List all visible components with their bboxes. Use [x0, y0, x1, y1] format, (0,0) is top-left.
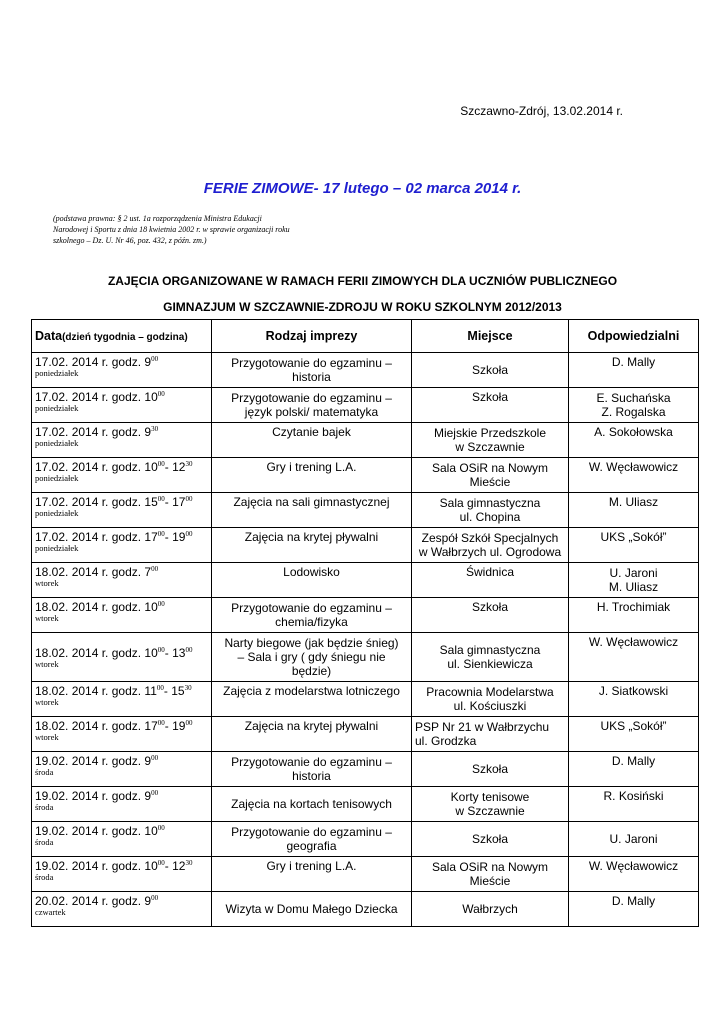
time-minutes: 00: [157, 719, 165, 727]
cell-event: [212, 563, 412, 598]
time-end-minutes: 00: [185, 530, 193, 538]
time-minutes: 00: [157, 495, 165, 503]
date-time: [35, 600, 208, 614]
cell-date: [32, 892, 212, 927]
cell-event-line: Przygotowanie do egzaminu –: [231, 391, 392, 405]
cell-date: [32, 633, 212, 682]
cell-place: [412, 563, 569, 598]
cell-place-line: Miejskie Przedszkole: [433, 426, 547, 440]
time-minutes: 00: [157, 530, 165, 538]
cell-event: [212, 388, 412, 423]
cell-event: [212, 857, 412, 892]
cell-event-line: Zajęcia z modelarstwa lotniczego: [223, 684, 400, 698]
table-row: [32, 493, 699, 528]
cell-event-line: Lodowisko: [283, 565, 340, 579]
time-end: - 19: [164, 530, 186, 544]
cell-responsible-line: A. Sokołowska: [594, 425, 673, 439]
cell-place: [412, 493, 569, 528]
cell-responsible: [569, 423, 699, 458]
cell-event-line: Zajęcia na sali gimnastycznej: [233, 495, 390, 509]
cell-event: [212, 717, 412, 752]
date-text: 18.02. 2014 r. godz. 7: [35, 565, 152, 579]
cell-place-line: Szkoła: [471, 832, 509, 846]
cell-responsible-line: D. Mally: [611, 754, 656, 768]
cell-place: [412, 857, 569, 892]
cell-responsible: [569, 598, 699, 633]
cell-date: [32, 598, 212, 633]
cell-place-line: Zespół Szkół Specjalnych: [421, 531, 559, 545]
table-row: [32, 787, 699, 822]
date-time: [35, 859, 208, 873]
weekday: wtorek: [35, 658, 59, 669]
cell-responsible-line: H. Trochimiak: [596, 600, 671, 614]
cell-place-line: Mieście: [469, 475, 511, 489]
cell-event-line: Czytanie bajek: [272, 425, 351, 439]
weekday: środa: [35, 802, 54, 812]
cell-event-line: Gry i trening L.A.: [266, 859, 357, 873]
legal-line: Narodowej i Sportu z dnia 18 kwietnia 2002 r. w sprawie organizacji roku: [53, 225, 290, 234]
time-end-minutes: 00: [185, 645, 193, 654]
cell-date: [32, 717, 212, 752]
time-end: - 17: [164, 495, 186, 509]
date-text: 18.02. 2014 r. godz. 10: [35, 645, 158, 660]
date-text: 18.02. 2014 r. godz. 17: [35, 719, 158, 733]
time-minutes: 00: [151, 894, 159, 902]
cell-responsible: [569, 787, 699, 822]
cell-responsible-line: UKS „Sokół”: [600, 719, 667, 733]
cell-place: [412, 388, 569, 423]
date-text: 17.02. 2014 r. godz. 10: [35, 390, 158, 404]
weekday: wtorek: [35, 613, 59, 623]
cell-event-line: Zajęcia na kortach tenisowych: [231, 797, 392, 811]
weekday: poniedziałek: [35, 508, 79, 518]
cell-event-line: Zajęcia na krytej pływalni: [244, 719, 379, 733]
legal-basis-note: [53, 213, 363, 246]
cell-date: [32, 388, 212, 423]
date-time: [35, 565, 208, 579]
cell-date: [32, 493, 212, 528]
table-row: [32, 563, 699, 598]
cell-responsible: [569, 892, 699, 927]
date-time: [35, 460, 208, 474]
cell-responsible: [569, 682, 699, 717]
cell-place-line: w Wałbrzych ul. Ogrodowa: [418, 545, 562, 559]
cell-event: [212, 598, 412, 633]
cell-event-line: Zajęcia na krytej pływalni: [244, 530, 379, 544]
cell-responsible-line: W. Węcławowicz: [588, 859, 679, 873]
cell-responsible-line: U. Jaroni: [609, 566, 658, 580]
date-time: [35, 390, 208, 404]
cell-event-line: Przygotowanie do egzaminu –: [231, 825, 392, 839]
date-text: 17.02. 2014 r. godz. 15: [35, 495, 158, 509]
cell-responsible-line: R. Kosiński: [603, 789, 664, 803]
cell-event: [212, 353, 412, 388]
date-time: [35, 646, 208, 660]
time-minutes: 00: [156, 684, 164, 692]
table-row: [32, 633, 699, 682]
table-header-row: [32, 320, 699, 353]
cell-event-line: język polski/ matematyka: [244, 405, 379, 419]
column-header-place: Miejsce: [412, 320, 569, 353]
document-date: Szczawno-Zdrój, 13.02.2014 r.: [460, 104, 623, 118]
cell-responsible-line: D. Mally: [611, 894, 656, 908]
cell-event: [212, 682, 412, 717]
cell-responsible-line: W. Węcławowicz: [588, 635, 679, 649]
cell-place-line: Szkoła: [471, 390, 509, 404]
date-header-sublabel: (dzień tygodnia – godzina): [62, 332, 188, 343]
date-time: [35, 425, 208, 439]
cell-event: [212, 458, 412, 493]
cell-event: [212, 528, 412, 563]
time-minutes: 00: [151, 565, 159, 573]
weekday: poniedziałek: [35, 403, 79, 413]
time-end: - 12: [164, 859, 186, 873]
cell-place-line: Sala OSiR na Nowym: [431, 860, 549, 874]
cell-place: [412, 717, 569, 752]
cell-date: [32, 423, 212, 458]
date-time: [35, 894, 208, 908]
weekday: środa: [35, 837, 54, 847]
time-end-minutes: 00: [185, 495, 193, 503]
cell-place-line: Mieście: [469, 874, 511, 888]
date-text: 19.02. 2014 r. godz. 10: [35, 859, 158, 873]
cell-place: [412, 752, 569, 787]
cell-place-line: Sala gimnastyczna: [439, 643, 541, 657]
cell-date: [32, 458, 212, 493]
weekday: poniedziałek: [35, 543, 79, 553]
cell-place-line: Pracownia Modelarstwa: [426, 685, 554, 699]
table-row: [32, 458, 699, 493]
cell-event-line: – Sala i gry ( gdy śniegu nie: [237, 650, 386, 664]
cell-event-line: będzie): [291, 664, 332, 678]
cell-place-line: w Szczawnie: [455, 804, 525, 818]
cell-event-line: chemia/fizyka: [275, 615, 348, 629]
time-end-minutes: 00: [185, 719, 193, 727]
time-end: - 19: [164, 719, 186, 733]
cell-place-line: Szkoła: [471, 363, 509, 377]
cell-date: [32, 528, 212, 563]
date-text: 18.02. 2014 r. godz. 11: [35, 684, 157, 698]
cell-date: [32, 857, 212, 892]
cell-responsible-line: U. Jaroni: [609, 832, 658, 846]
table-row: [32, 857, 699, 892]
cell-place-line: Szkoła: [471, 600, 509, 614]
column-header-responsible: Odpowiedzialni: [569, 320, 699, 353]
cell-place-line: ul. Grodzka: [415, 734, 477, 748]
time-end: - 15: [163, 684, 185, 698]
date-header-label: Data: [35, 329, 63, 343]
cell-event: [212, 892, 412, 927]
cell-event-line: Gry i trening L.A.: [266, 460, 357, 474]
time-minutes: 00: [157, 390, 165, 398]
cell-event: [212, 752, 412, 787]
cell-event-line: Przygotowanie do egzaminu –: [231, 601, 392, 615]
weekday: środa: [35, 872, 54, 882]
cell-responsible: [569, 528, 699, 563]
table-row: [32, 423, 699, 458]
cell-event-line: Narty biegowe (jak będzie śnieg): [224, 636, 399, 650]
date-time: [35, 355, 208, 369]
date-text: 18.02. 2014 r. godz. 10: [35, 600, 158, 614]
time-minutes: 00: [157, 600, 165, 608]
cell-place: [412, 682, 569, 717]
cell-responsible: [569, 633, 699, 682]
cell-place-line: ul. Sienkiewicza: [447, 657, 533, 671]
time-minutes: 30: [151, 425, 159, 433]
date-time: [35, 684, 208, 698]
date-text: 17.02. 2014 r. godz. 9: [35, 425, 152, 439]
section-heading-line-2: GIMNAZJUM W SZCZAWNIE-ZDROJU W ROKU SZKOLNYM 2012/2013: [163, 300, 562, 314]
table-row: [32, 892, 699, 927]
cell-event: [212, 822, 412, 857]
cell-event-line: historia: [292, 370, 331, 384]
time-minutes: 00: [151, 754, 159, 762]
time-minutes: 00: [151, 355, 159, 363]
weekday: wtorek: [35, 697, 59, 707]
cell-responsible-line: D. Mally: [611, 355, 656, 369]
table-row: [32, 752, 699, 787]
date-text: 19.02. 2014 r. godz. 10: [35, 824, 158, 838]
cell-place: [412, 423, 569, 458]
cell-event-line: historia: [292, 769, 331, 783]
date-time: [35, 754, 208, 768]
time-end-minutes: 30: [185, 460, 193, 468]
cell-responsible: [569, 752, 699, 787]
cell-event: [212, 423, 412, 458]
cell-place-line: PSP Nr 21 w Wałbrzychu: [415, 720, 550, 734]
date-time: [35, 495, 208, 509]
cell-place-line: Świdnica: [465, 565, 515, 579]
table-row: [32, 388, 699, 423]
table-row: [32, 822, 699, 857]
date-text: 17.02. 2014 r. godz. 10: [35, 460, 158, 474]
cell-event: [212, 633, 412, 682]
cell-responsible: [569, 388, 699, 423]
time-end: - 12: [164, 460, 186, 474]
cell-place: [412, 528, 569, 563]
cell-event: [212, 787, 412, 822]
cell-event-line: Przygotowanie do egzaminu –: [231, 356, 392, 370]
time-minutes: 00: [151, 789, 159, 797]
section-heading-line-1: ZAJĘCIA ORGANIZOWANE W RAMACH FERII ZIMOWYCH DLA UCZNIÓW PUBLICZNEGO: [107, 274, 618, 288]
cell-responsible: [569, 822, 699, 857]
cell-place: [412, 787, 569, 822]
document-title: FERIE ZIMOWE- 17 lutego – 02 marca 2014 r.: [203, 180, 522, 197]
cell-responsible-line: J. Siatkowski: [598, 684, 669, 698]
cell-place: [412, 353, 569, 388]
cell-event-line: Przygotowanie do egzaminu –: [231, 755, 392, 769]
cell-responsible-line: UKS „Sokół”: [600, 530, 667, 544]
weekday: poniedziałek: [35, 473, 79, 483]
column-header-date: [32, 320, 212, 353]
weekday: wtorek: [35, 732, 59, 742]
cell-responsible: [569, 493, 699, 528]
schedule-table-body: [32, 353, 699, 927]
date-text: 19.02. 2014 r. godz. 9: [35, 754, 152, 768]
cell-responsible-line: M. Uliasz: [608, 580, 659, 594]
date-text: 20.02. 2014 r. godz. 9: [35, 894, 152, 908]
cell-date: [32, 752, 212, 787]
cell-responsible-line: M. Uliasz: [608, 495, 659, 509]
table-row: [32, 528, 699, 563]
time-end-minutes: 30: [185, 859, 193, 867]
cell-date: [32, 822, 212, 857]
cell-place-line: Wałbrzych: [462, 902, 518, 916]
table-row: [32, 717, 699, 752]
cell-responsible-line: W. Węcławowicz: [588, 460, 679, 474]
table-row: [32, 598, 699, 633]
cell-place: [412, 458, 569, 493]
cell-responsible-line: Z. Rogalska: [601, 405, 666, 419]
cell-date: [32, 353, 212, 388]
date-time: [35, 719, 208, 733]
table-row: [32, 682, 699, 717]
cell-responsible: [569, 353, 699, 388]
time-end-minutes: 30: [184, 684, 192, 692]
legal-line: szkolnego – Dz. U. Nr 46, poz. 432, z późn. zm.): [53, 236, 207, 245]
cell-place-line: Szkoła: [471, 762, 509, 776]
cell-place-line: Korty tenisowe: [450, 790, 530, 804]
cell-place: [412, 598, 569, 633]
cell-event-line: geografia: [286, 839, 337, 853]
cell-place-line: ul. Chopina: [459, 510, 521, 524]
date-text: 17.02. 2014 r. godz. 17: [35, 530, 158, 544]
legal-line: (podstawa prawna: § 2 ust. 1a rozporządzenia Ministra Edukacji: [53, 214, 262, 223]
cell-place-line: w Szczawnie: [455, 440, 525, 454]
time-minutes: 00: [157, 460, 165, 468]
cell-event: [212, 493, 412, 528]
date-text: 17.02. 2014 r. godz. 9: [35, 355, 152, 369]
time-minutes: 00: [157, 645, 165, 654]
schedule-table: [31, 319, 699, 927]
cell-place-line: ul. Kościuszki: [453, 699, 527, 713]
column-header-event: Rodzaj imprezy: [212, 320, 412, 353]
cell-responsible: [569, 857, 699, 892]
cell-date: [32, 682, 212, 717]
weekday: czwartek: [35, 907, 66, 917]
date-time: [35, 530, 208, 544]
date-text: 19.02. 2014 r. godz. 9: [35, 789, 152, 803]
weekday: wtorek: [35, 578, 59, 588]
cell-responsible: [569, 458, 699, 493]
cell-place: [412, 892, 569, 927]
cell-responsible: [569, 563, 699, 598]
table-row: [32, 353, 699, 388]
time-minutes: 00: [157, 824, 165, 832]
cell-place-line: Sala OSiR na Nowym: [431, 461, 549, 475]
weekday: poniedziałek: [35, 368, 79, 378]
cell-responsible: [569, 717, 699, 752]
date-time: [35, 824, 208, 838]
cell-date: [32, 787, 212, 822]
cell-place-line: Sala gimnastyczna: [439, 496, 541, 510]
weekday: środa: [35, 767, 54, 777]
cell-place: [412, 633, 569, 682]
cell-responsible-line: E. Suchańska: [596, 391, 671, 405]
cell-date: [32, 563, 212, 598]
date-time: [35, 789, 208, 803]
weekday: poniedziałek: [35, 438, 79, 448]
cell-place: [412, 822, 569, 857]
time-end: - 13: [164, 645, 186, 660]
cell-event-line: Wizyta w Domu Małego Dziecka: [225, 902, 398, 916]
time-minutes: 00: [157, 859, 165, 867]
